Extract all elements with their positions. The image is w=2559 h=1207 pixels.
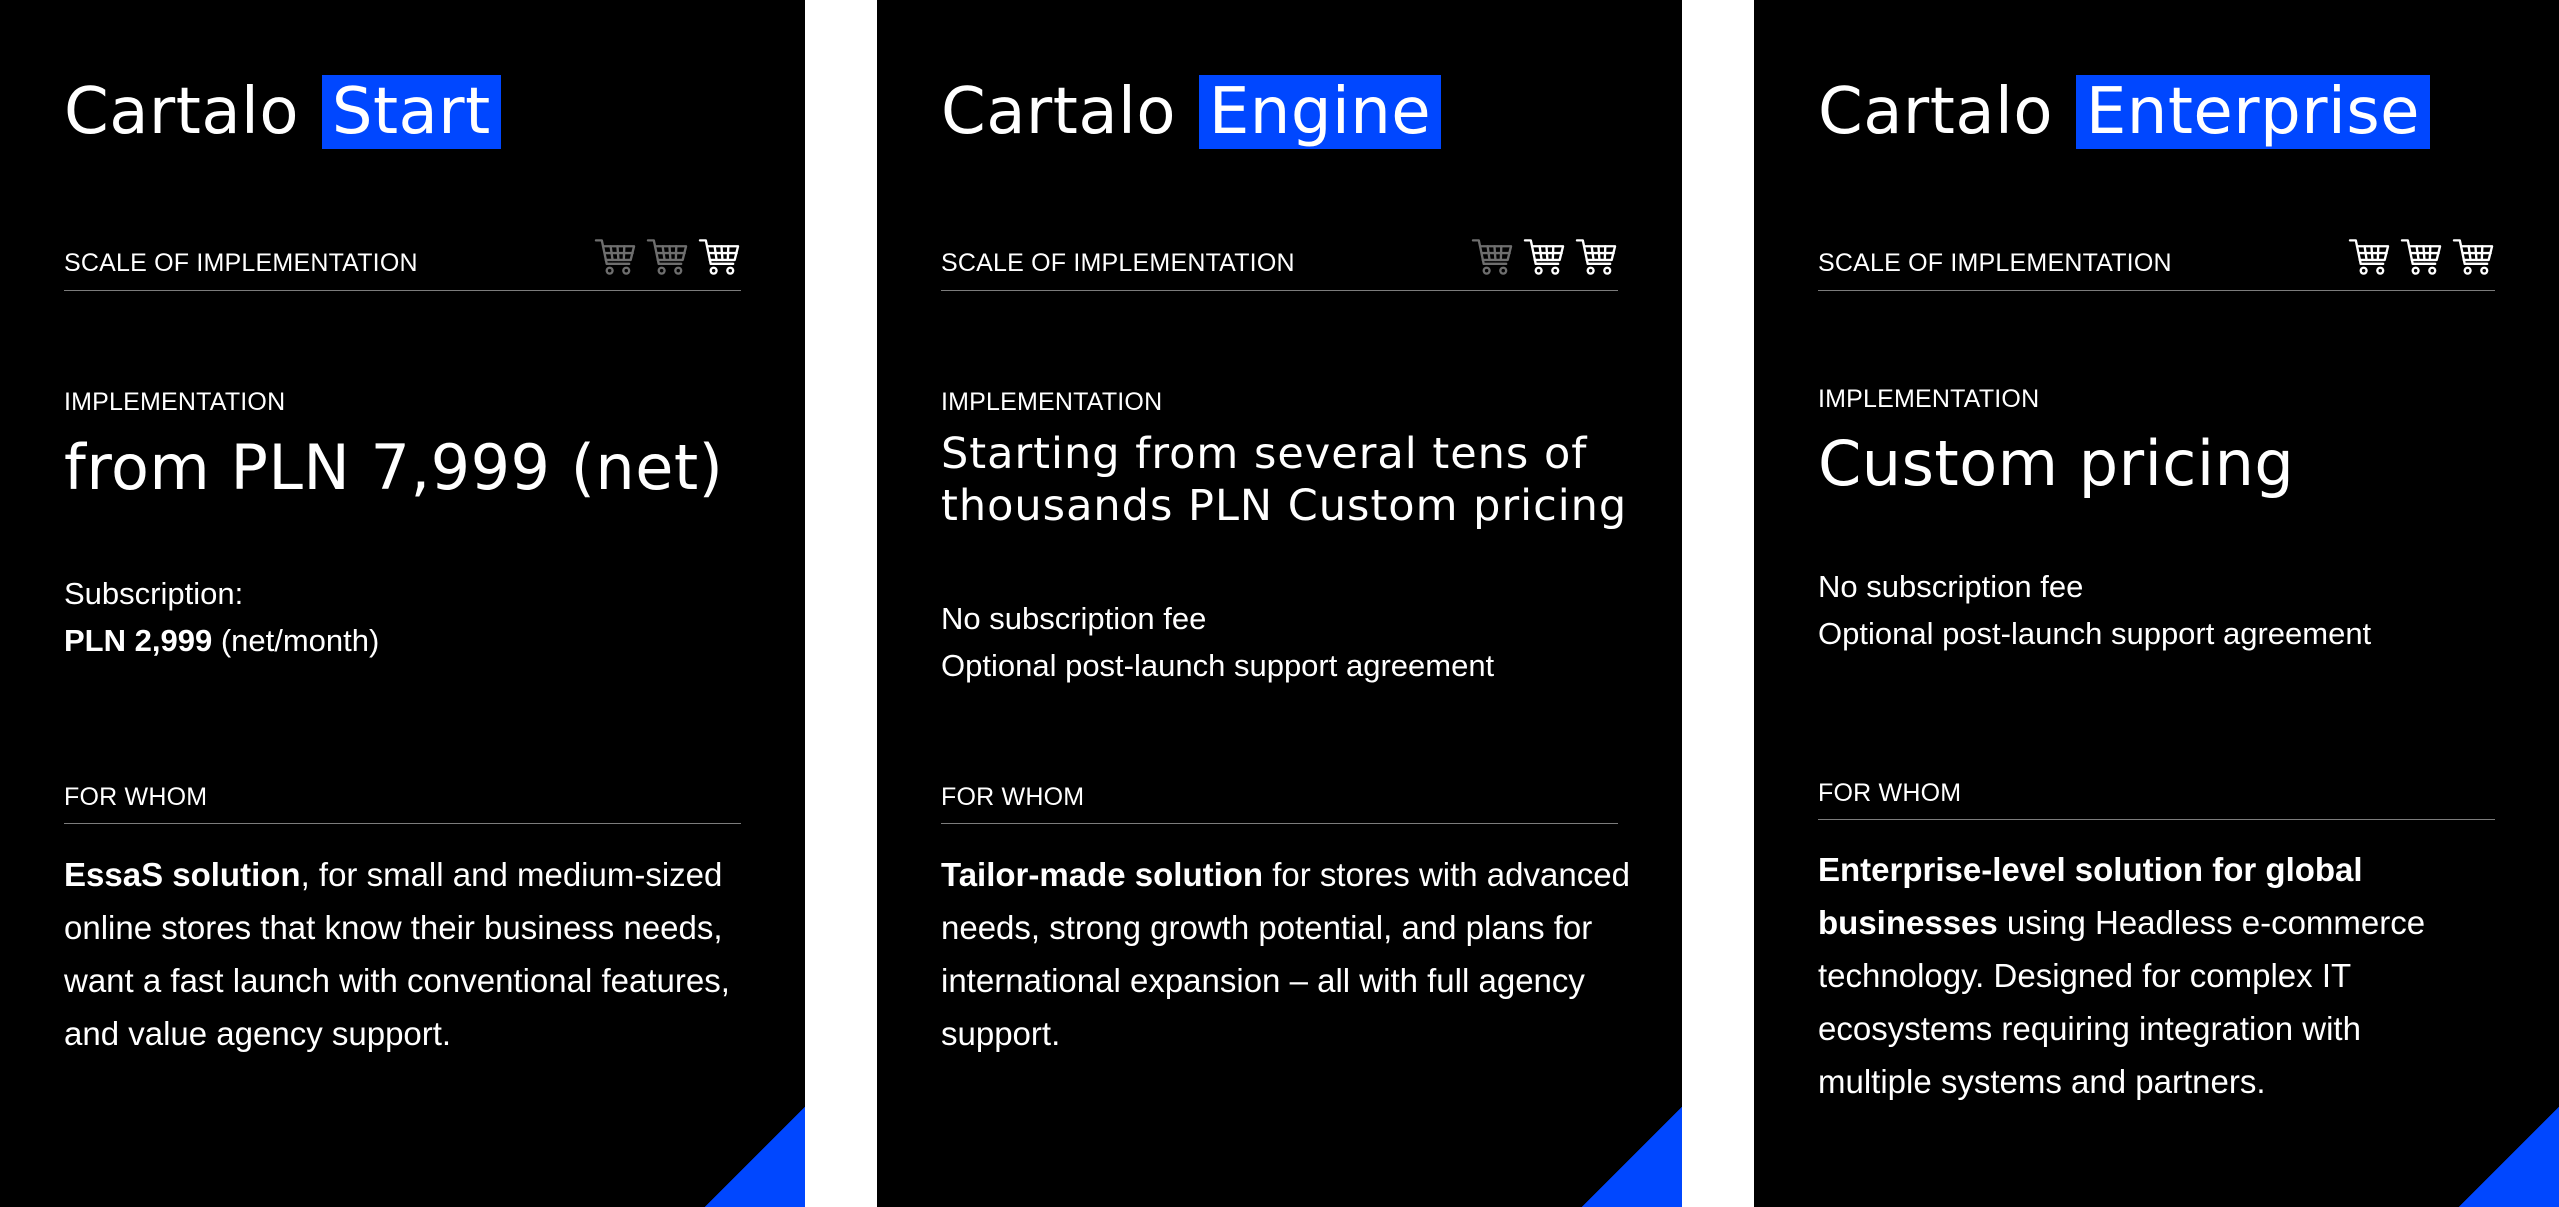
implementation-label: IMPLEMENTATION [941,388,1163,416]
description [64,848,754,1060]
scale-row [941,236,1618,291]
description [941,848,1631,1060]
shopping-cart-icon [1523,236,1566,278]
subscription-info [64,570,379,664]
shopping-cart-icon [594,236,637,278]
shopping-cart-icon [1471,236,1514,278]
subscription-info [941,595,1494,689]
title-prefix: Cartalo [64,75,299,149]
shopping-cart-icon [2400,236,2443,278]
for-whom-label: FOR WHOM [64,783,208,811]
for-whom-label: FOR WHOM [941,783,1085,811]
shopping-cart-icon [2348,236,2391,278]
price-line-1: Starting from several tens of [941,429,1588,479]
description-text: for stores with advanced needs, strong growth potential, and plans for international expansion – all with full agency support. [941,856,1630,1052]
price-line-2: thousands PLN Custom pricing [941,481,1628,531]
scale-indicator [1471,236,1618,280]
card-title [1818,72,2430,152]
description-bold: Enterprise-level solution for global businesses [1818,851,2363,941]
title-highlight: Engine [1199,75,1441,149]
description-text: using Headless e-commerce technology. Designed for complex IT ecosystems requiring integration with multiple systems and partners. [1818,904,2426,1100]
price: from PLN 7,999 (net) [64,431,724,504]
price [941,428,1627,532]
shopping-cart-icon [698,236,741,278]
implementation-label: IMPLEMENTATION [1818,385,2040,413]
scale-indicator [2348,236,2495,280]
subscription-line-2: Optional post-launch support agreement [1818,616,2372,651]
subscription-label: Subscription: [64,576,244,611]
for-whom-row [64,777,741,824]
subscription-info [1818,563,2371,657]
scale-label: SCALE OF IMPLEMENTATION [941,249,1295,277]
scale-row [1818,236,2495,291]
pricing-card-enterprise [1754,0,2559,1207]
title-prefix: Cartalo [1818,75,2053,149]
description-text: , for small and medium-sized online stores that know their business needs, want a fast launch with conventional features, and value agency support. [64,856,730,1052]
subscription-amount: PLN 2,999 [64,623,213,658]
corner-fold-accent [1582,1107,1682,1207]
corner-fold-accent [705,1107,805,1207]
description-bold: EssaS solution [64,856,301,893]
scale-indicator [594,236,741,280]
subscription-suffix: (net/month) [212,623,380,658]
subscription-line-1: No subscription fee [1818,569,2084,604]
for-whom-row [1818,773,2495,820]
shopping-cart-icon [2452,236,2495,278]
subscription-price [64,617,379,664]
shopping-cart-icon [646,236,689,278]
subscription-line-1: No subscription fee [941,601,1207,636]
scale-row [64,236,741,291]
title-prefix: Cartalo [941,75,1176,149]
subscription-line-2: Optional post-launch support agreement [941,648,1495,683]
pricing-card-start [0,0,805,1207]
description-bold: Tailor-made solution [941,856,1264,893]
title-highlight: Enterprise [2076,75,2430,149]
pricing-card-engine [877,0,1682,1207]
card-title [64,72,501,152]
for-whom-label: FOR WHOM [1818,779,1962,807]
card-title [941,72,1441,152]
for-whom-row [941,777,1618,824]
shopping-cart-icon [1575,236,1618,278]
corner-fold-accent [2459,1107,2559,1207]
scale-label: SCALE OF IMPLEMENTATION [64,249,418,277]
scale-label: SCALE OF IMPLEMENTATION [1818,249,2172,277]
implementation-label: IMPLEMENTATION [64,388,286,416]
title-highlight: Start [322,75,501,149]
price: Custom pricing [1818,427,2295,500]
description [1818,843,2458,1108]
